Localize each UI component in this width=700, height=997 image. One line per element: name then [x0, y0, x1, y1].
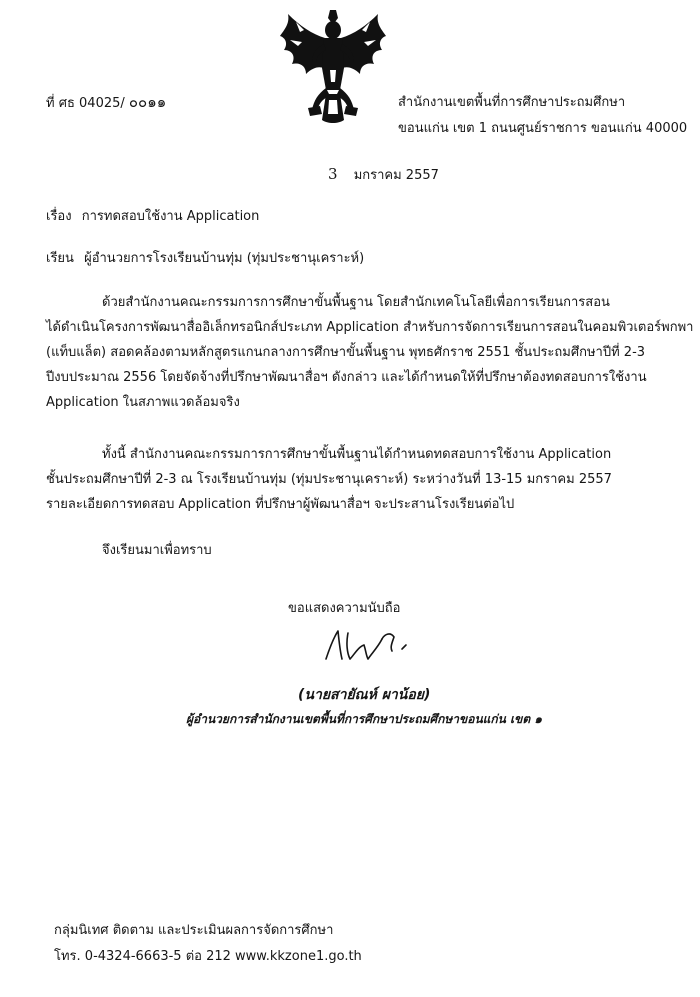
- office-address: ขอนแก่น เขต 1 ถนนศูนย์ราชการ ขอนแก่น 40000: [398, 121, 688, 136]
- reference-number-prefix: ที่ ศธ 04025/: [46, 96, 125, 111]
- date-day-handwritten: 3: [328, 165, 338, 183]
- body-paragraph-2: [46, 442, 626, 517]
- signatory-position: ผู้อำนวยการสำนักงานเขตพื้นที่การศึกษาประถมศึกษาขอนแก่น เขต ๑: [186, 712, 542, 726]
- paragraph-1-line: ได้ดำเนินโครงการพัฒนาสื่ออิเล็กทรอนิกส์ประเภท Application สำหรับการจัดการเรียนการสอนในคอมพิวเตอร์พกพา: [46, 320, 694, 335]
- reference-number-handwritten: ๐๐๑๑: [128, 93, 167, 111]
- paragraph-1-line: Application ในสภาพแวดล้อมจริง: [46, 395, 240, 410]
- paragraph-2-line: รายละเอียดการทดสอบ Application ที่ปรึกษาผู้พัฒนาสื่อฯ จะประสานโรงเรียนต่อไป: [46, 497, 515, 512]
- reference-number: [46, 94, 166, 112]
- handwritten-signature-icon: [320, 625, 415, 667]
- office-name: สำนักงานเขตพื้นที่การศึกษาประถมศึกษา: [398, 95, 626, 110]
- subject-text: การทดสอบใช้งาน Application: [81, 209, 260, 224]
- paragraph-1-line: ด้วยสำนักงานคณะกรรมการการศึกษาขั้นพื้นฐาน โดยสำนักเทคโนโลยีเพื่อการเรียนการสอน: [102, 295, 610, 310]
- addressee-label: เรียน: [46, 251, 74, 266]
- paragraph-2-line: ชั้นประถมศึกษาปีที่ 2-3 ณ โรงเรียนบ้านทุ่ม (ทุ่มประชานุเคราะห์) ระหว่างวันที่ 13-15 มกราคม 2557: [46, 472, 612, 487]
- addressee-line: [46, 250, 364, 267]
- date-month-year: มกราคม 2557: [353, 168, 439, 183]
- addressee-text: ผู้อำนวยการโรงเรียนบ้านทุ่ม (ทุ่มประชานุเคราะห์): [84, 251, 365, 266]
- subject-line: [46, 208, 259, 225]
- paragraph-1-line: (แท็บแล็ต) สอดคล้องตามหลักสูตรแกนกลางการศึกษาขั้นพื้นฐาน พุทธศักราช 2551 ชั้นประถมศึกษาปีที่ 2-3: [46, 345, 646, 360]
- signatory-name: (นายสายัณห์ ผาน้อย): [298, 687, 431, 703]
- closing-request: จึงเรียนมาเพื่อทราบ: [102, 543, 212, 558]
- document-date: [328, 166, 439, 184]
- paragraph-2-line: ทั้งนี้ สำนักงานคณะกรรมการการศึกษาขั้นพื้นฐานได้กำหนดทดสอบการใช้งาน Application: [102, 447, 612, 462]
- footer-department: กลุ่มนิเทศ ติดตาม และประเมินผลการจัดการศึกษา: [54, 923, 334, 938]
- subject-label: เรื่อง: [46, 209, 72, 224]
- paragraph-1-line: ปีงบประมาณ 2556 โดยจัดจ้างที่ปรึกษาพัฒนาสื่อฯ ดังกล่าว และได้กำหนดให้ที่ปรึกษาต้องทดสอบการใช้งาน: [46, 370, 647, 385]
- garuda-emblem-icon: [278, 8, 388, 126]
- body-paragraph-1: [46, 290, 694, 415]
- closing-salutation: ขอแสดงความนับถือ: [288, 601, 401, 616]
- footer-contact: โทร. 0-4324-6663-5 ต่อ 212 www.kkzone1.go.th: [54, 949, 362, 964]
